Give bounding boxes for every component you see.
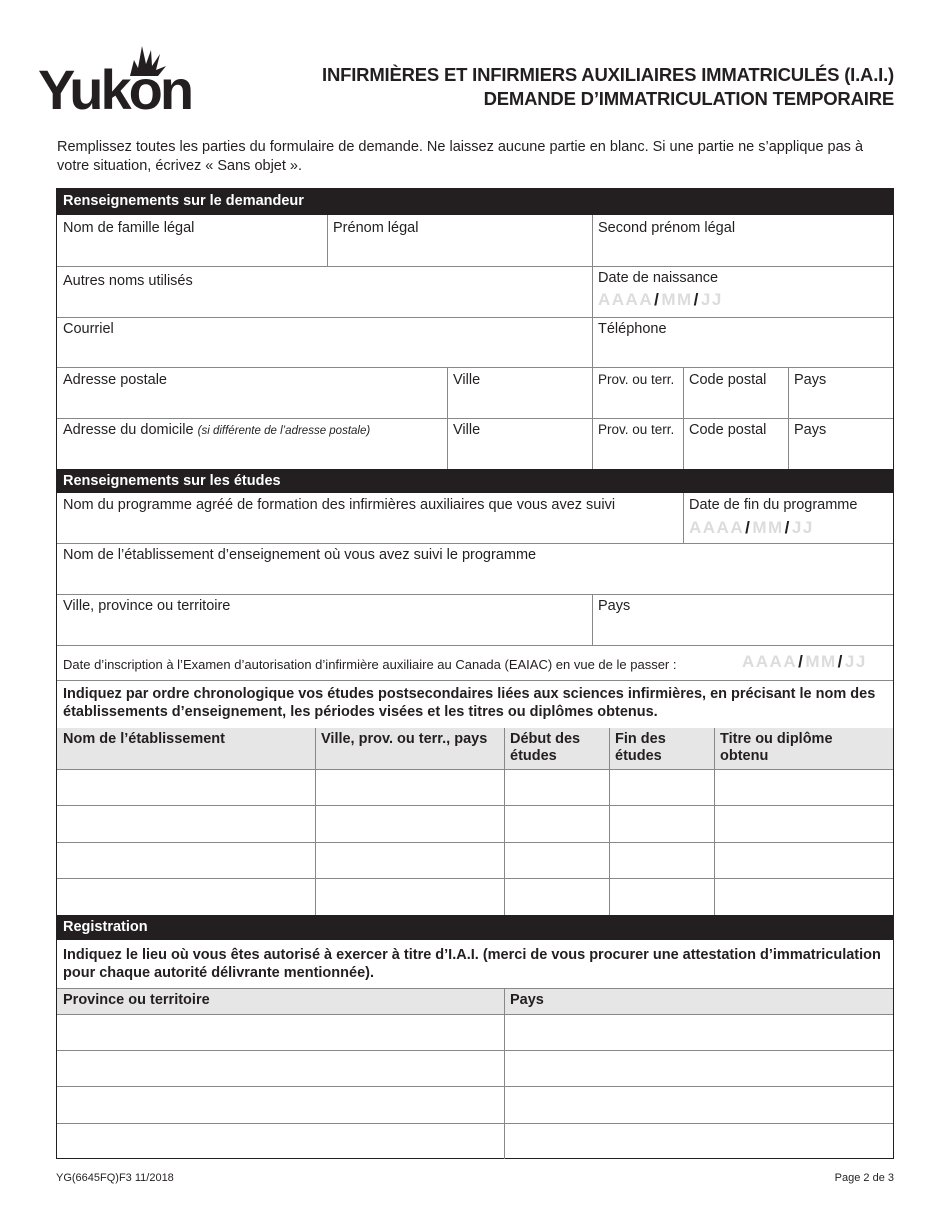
form-title-line2: DEMANDE D’IMMATRICULATION TEMPORAIRE bbox=[483, 88, 894, 109]
form-code: YG(6645FQ)F3 11/2018 bbox=[56, 1172, 174, 1184]
first-name-field[interactable]: Prénom légal bbox=[333, 220, 419, 236]
education-instructions: Indiquez par ordre chronologique vos études postsecondaires liées aux sciences infirmières, en précisant le nom des établissements d’enseignement, les périodes visées et les titres ou diplômes obtenus. bbox=[63, 686, 876, 720]
mailing-prov-field[interactable]: Prov. ou terr. bbox=[598, 372, 675, 387]
form-title bbox=[322, 63, 894, 111]
birth-date-label: Date de naissance bbox=[598, 270, 719, 286]
institution-country-field[interactable]: Pays bbox=[598, 598, 631, 614]
home-prov-field[interactable]: Prov. ou terr. bbox=[598, 422, 675, 437]
col-institution: Nom de l’établissement bbox=[63, 731, 225, 747]
mailing-country-field[interactable]: Pays bbox=[794, 372, 827, 388]
email-field[interactable]: Courriel bbox=[63, 321, 114, 337]
section-education: Renseignements sur les études bbox=[57, 469, 893, 493]
logo-wordmark: Yukon bbox=[38, 58, 192, 114]
col-province: Province ou territoire bbox=[63, 992, 210, 1008]
other-names-field[interactable]: Autres noms utilisés bbox=[63, 273, 193, 289]
yukon-logo bbox=[38, 40, 213, 114]
institution-city-field[interactable]: Ville, province ou territoire bbox=[63, 598, 231, 614]
mailing-postal-code-field[interactable]: Code postal bbox=[689, 372, 767, 388]
col-end: Fin des études bbox=[615, 731, 666, 764]
education-table-row[interactable] bbox=[57, 806, 893, 842]
registration-table-row[interactable] bbox=[57, 1087, 893, 1123]
middle-name-field[interactable]: Second prénom légal bbox=[598, 220, 736, 236]
program-end-label: Date de fin du programme bbox=[689, 497, 858, 513]
registration-table-row[interactable] bbox=[57, 1124, 893, 1158]
registration-table-row[interactable] bbox=[57, 1051, 893, 1086]
application-form bbox=[56, 188, 894, 1159]
exam-date-label: Date d’inscription à l’Examen d’autorisation d’infirmière auxiliaire au Canada (EAIAC) en vue de le passer : bbox=[63, 657, 677, 672]
col-country: Pays bbox=[510, 992, 544, 1008]
home-postal-code-field[interactable]: Code postal bbox=[689, 422, 767, 438]
phone-field[interactable]: Téléphone bbox=[598, 321, 667, 337]
institution-name-field[interactable]: Nom de l’établissement d’enseignement où vous avez suivi le programme bbox=[63, 547, 537, 563]
registration-table-row[interactable] bbox=[57, 1015, 893, 1050]
section-registration: Registration bbox=[57, 915, 893, 940]
home-city-field[interactable]: Ville bbox=[453, 422, 481, 438]
mailing-city-field[interactable]: Ville bbox=[453, 372, 481, 388]
education-table-row[interactable] bbox=[57, 770, 893, 805]
registration-instructions: Indiquez le lieu où vous êtes autorisé à exercer à titre d’I.A.I. (merci de vous procurer une attestation d’immatriculation pour chaque autorité délivrante mentionnée). bbox=[63, 947, 881, 981]
section-applicant: Renseignements sur le demandeur bbox=[57, 189, 893, 215]
col-city: Ville, prov. ou terr., pays bbox=[321, 731, 488, 747]
col-diploma: Titre ou diplôme obtenu bbox=[720, 731, 833, 764]
page-number: Page 2 de 3 bbox=[834, 1172, 894, 1184]
birth-date-input[interactable]: AAAA/MM/JJ bbox=[598, 290, 723, 309]
form-title-line1: INFIRMIÈRES ET INFIRMIERS AUXILIAIRES IMMATRICULÉS (I.A.I.) bbox=[322, 64, 894, 85]
education-table-row[interactable] bbox=[57, 879, 893, 915]
yukon-logo-graphic bbox=[38, 40, 213, 114]
program-end-date-input[interactable]: AAAA/MM/JJ bbox=[689, 518, 814, 537]
intro-text: Remplissez toutes les parties du formulaire de demande. Ne laissez aucune partie en blanc. Si une partie ne s’applique pas à votre situation, écrivez « Sans objet ». bbox=[57, 139, 864, 174]
col-start: Début des études bbox=[510, 731, 581, 764]
home-address-field[interactable]: Adresse du domicile (si différente de l’adresse postale) bbox=[63, 422, 371, 438]
program-name-field[interactable]: Nom du programme agréé de formation des infirmières auxiliaires que vous avez suivi bbox=[63, 497, 616, 513]
home-country-field[interactable]: Pays bbox=[794, 422, 827, 438]
education-table-row[interactable] bbox=[57, 843, 893, 878]
mailing-address-field[interactable]: Adresse postale bbox=[63, 372, 167, 388]
last-name-field[interactable]: Nom de famille légal bbox=[63, 220, 195, 236]
exam-date-input[interactable]: AAAA/MM/JJ bbox=[742, 652, 867, 671]
